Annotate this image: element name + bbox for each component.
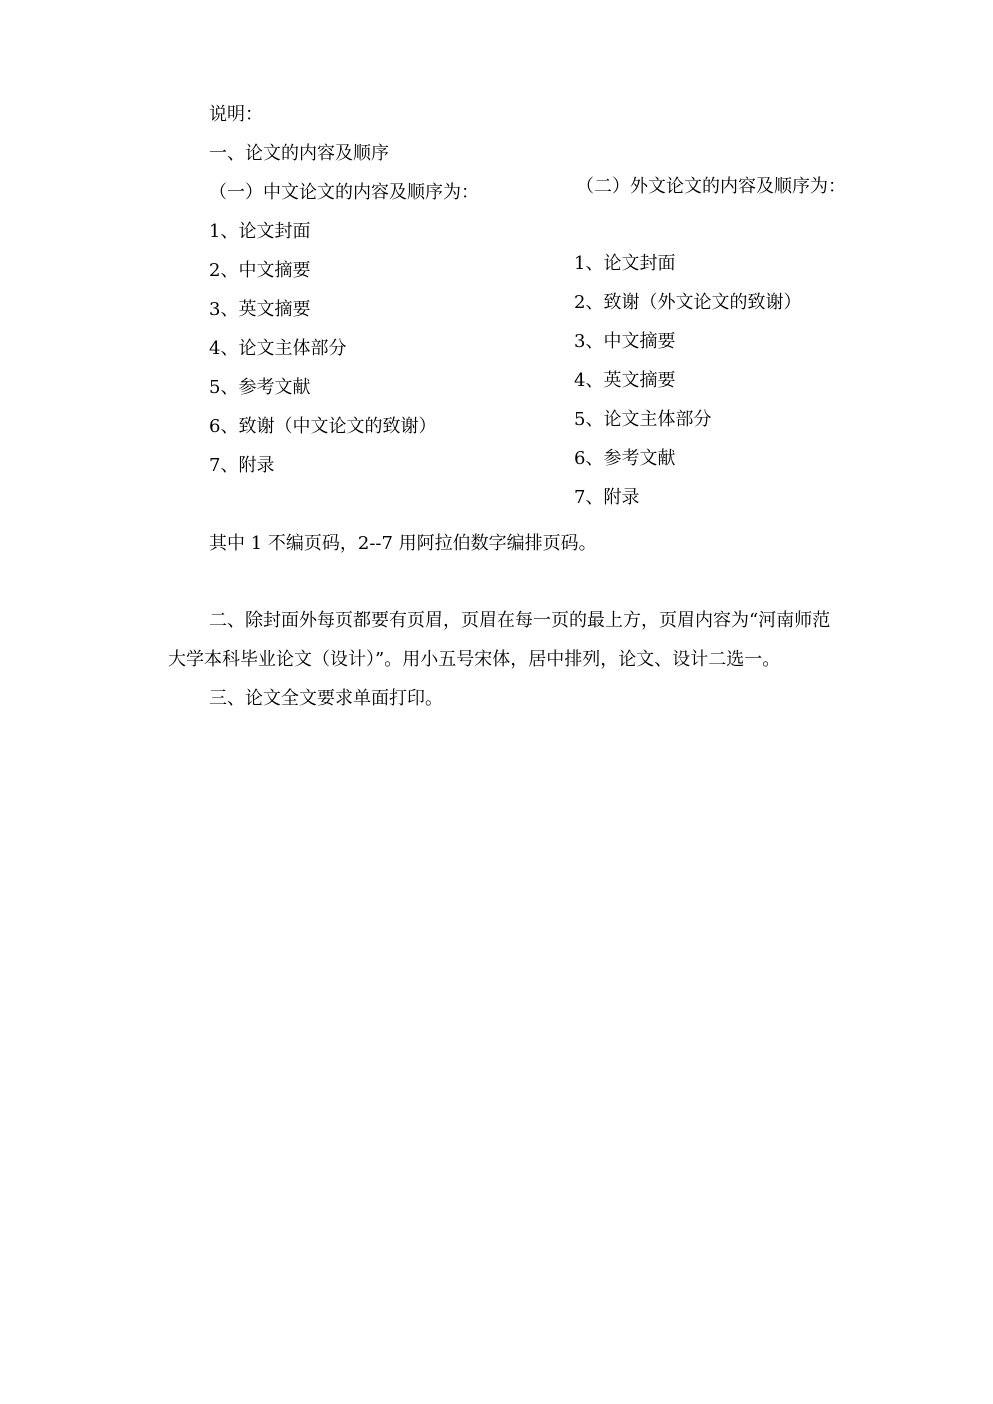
foreign-item-6: 6、参考文献: [574, 448, 676, 469]
foreign-item-2: 2、致谢（外文论文的致谢）: [574, 292, 802, 313]
chinese-item-4: 4、论文主体部分: [209, 338, 347, 359]
heading: 说明：: [209, 104, 263, 125]
chinese-item-5: 5、参考文献: [209, 377, 311, 398]
foreign-item-7: 7、附录: [574, 487, 640, 508]
chinese-item-6: 6、致谢（中文论文的致谢）: [209, 416, 437, 437]
section2-line1: 二、除封面外每页都要有页眉，页眉在每一页的最上方，页眉内容为“河南师范: [209, 610, 831, 631]
section1-title: 一、论文的内容及顺序: [209, 143, 389, 164]
section3-text: 三、论文全文要求单面打印。: [209, 688, 443, 709]
foreign-item-4: 4、英文摘要: [574, 370, 676, 391]
chinese-order-title: （一）中文论文的内容及顺序为：: [209, 182, 479, 203]
chinese-item-2: 2、中文摘要: [209, 260, 311, 281]
section2-line2: 大学本科毕业论文（设计）”。用小五号宋体，居中排列，论文、设计二选一。: [168, 649, 781, 670]
foreign-item-1: 1、论文封面: [574, 253, 676, 274]
foreign-order-title: （二）外文论文的内容及顺序为：: [576, 176, 846, 197]
foreign-item-5: 5、论文主体部分: [574, 409, 712, 430]
chinese-item-3: 3、英文摘要: [209, 299, 311, 320]
page-number-note: 其中 1 不编页码，2--7 用阿拉伯数字编排页码。: [209, 533, 597, 554]
foreign-item-3: 3、中文摘要: [574, 331, 676, 352]
chinese-item-7: 7、附录: [209, 455, 275, 476]
chinese-item-1: 1、论文封面: [209, 221, 311, 242]
